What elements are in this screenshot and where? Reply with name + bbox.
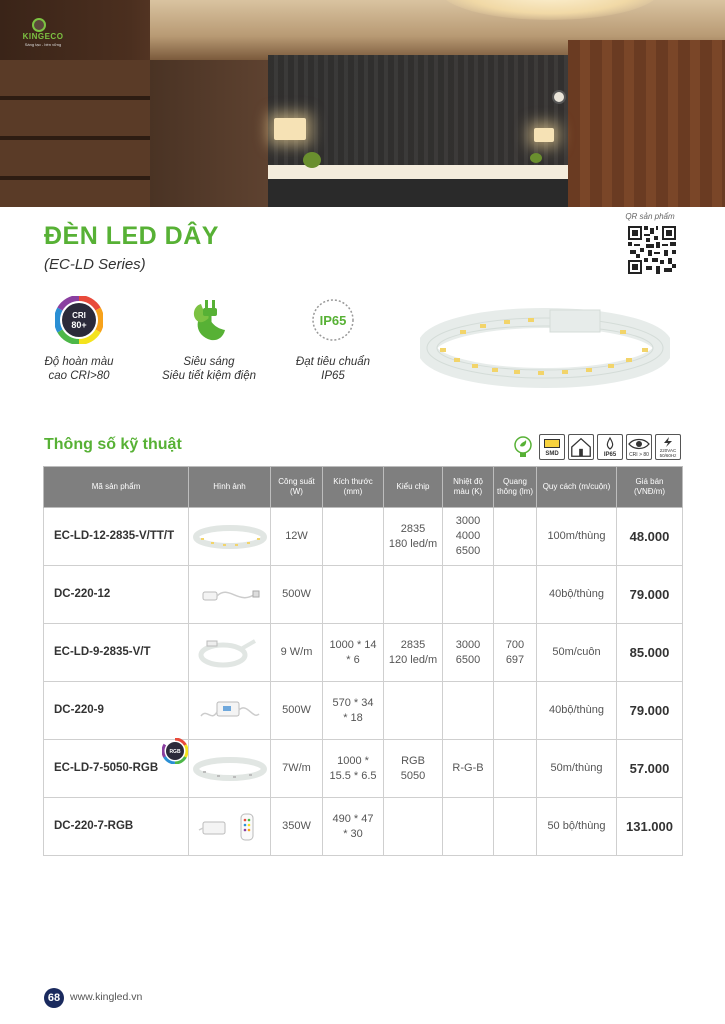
- size: 570 * 34 * 18: [323, 682, 384, 740]
- table-header-row: [44, 467, 683, 508]
- table-row: [44, 740, 683, 798]
- product-code: EC-LD-12-2835-V/TT/T: [44, 508, 189, 566]
- ip65-small-icon: [597, 434, 623, 460]
- col-header-code: Mã sản phẩm: [44, 467, 189, 508]
- color-temp: 3000 6500: [443, 624, 494, 682]
- feature-cri-line1: Độ hoàn màu: [44, 356, 114, 368]
- indoor-icon: [568, 434, 594, 460]
- spec-title: Thông số kỹ thuật: [44, 436, 182, 453]
- packing: 40bộ/thùng: [537, 682, 617, 740]
- driver-box-image: [189, 682, 271, 740]
- lumen: 700 697: [494, 624, 537, 682]
- packing: 100m/thùng: [537, 508, 617, 566]
- feature-eco-line2: Siêu tiết kiệm điện: [162, 370, 256, 382]
- cri-badge-label: CRI: [72, 311, 86, 320]
- feature-ip65-line2: IP65: [321, 370, 345, 382]
- power: 12W: [271, 508, 323, 566]
- col-header-cct: Nhiệt độ màu (K): [443, 467, 494, 508]
- size: [323, 566, 384, 624]
- feature-eco: [144, 296, 274, 383]
- website-link[interactable]: www.kingled.vn: [70, 991, 143, 1003]
- chip: 2835 120 led/m: [384, 624, 443, 682]
- col-header-price: Giá bán (VNĐ/m): [617, 467, 683, 508]
- price: 131.000: [617, 798, 683, 856]
- led-strip-image: [189, 508, 271, 566]
- color-temp: R-G-B: [443, 740, 494, 798]
- price: 79.000: [617, 566, 683, 624]
- feature-ip65-line1: Đạt tiêu chuẩn: [295, 356, 371, 368]
- size: [323, 508, 384, 566]
- cri-icon: [55, 296, 103, 344]
- packing: 50m/cuôn: [537, 624, 617, 682]
- col-header-lumen: Quang thông (lm): [494, 467, 537, 508]
- chip: 2835 180 led/m: [384, 508, 443, 566]
- price: 79.000: [617, 682, 683, 740]
- lumen: [494, 798, 537, 856]
- packing: 50m/thùng: [537, 740, 617, 798]
- table-row: [44, 682, 683, 740]
- series-subtitle: (EC-LD Series): [44, 256, 146, 273]
- price: 85.000: [617, 624, 683, 682]
- size: 1000 * 15.5 * 6.5: [323, 740, 384, 798]
- feature-eco-line1: Siêu sáng: [183, 356, 235, 368]
- product-code: EC-LD-9-2835-V/T: [44, 624, 189, 682]
- page-number: 68: [44, 988, 64, 1008]
- lumen: [494, 740, 537, 798]
- product-code: DC-220-7-RGB: [44, 798, 189, 856]
- power: 9 W/m: [271, 624, 323, 682]
- table-row: [44, 798, 683, 856]
- led-strip-image: [189, 624, 271, 682]
- qr-label: QR sản phẩm: [625, 212, 675, 221]
- feature-ip65: [268, 296, 398, 383]
- col-header-size: Kích thước (mm): [323, 467, 384, 508]
- color-temp: [443, 682, 494, 740]
- power: 500W: [271, 682, 323, 740]
- qr-code-icon[interactable]: [628, 226, 676, 274]
- col-header-pack: Quy cách (m/cuộn): [537, 467, 617, 508]
- eco-plug-icon: [185, 296, 233, 344]
- size: 1000 * 14 * 6: [323, 624, 384, 682]
- page-title: ĐÈN LED DÂY: [44, 222, 219, 250]
- color-temp: [443, 566, 494, 624]
- packing: 50 bộ/thùng: [537, 798, 617, 856]
- size: 490 * 47 * 30: [323, 798, 384, 856]
- spec-icon-row: [510, 434, 681, 462]
- voltage-icon: [655, 434, 681, 460]
- chip: [384, 566, 443, 624]
- cri-eye-icon: [626, 434, 652, 460]
- brand-tagline: Sáng tạo - bền vững: [24, 42, 62, 47]
- smd-label: SMD: [545, 451, 559, 457]
- col-header-image: Hình ảnh: [189, 467, 271, 508]
- ip65-badge-label: IP65: [319, 313, 347, 328]
- table-row: [44, 624, 683, 682]
- cri-eye-label: CRI > 80: [629, 452, 649, 458]
- chip: RGB 5050: [384, 740, 443, 798]
- power: 500W: [271, 566, 323, 624]
- bulb-eco-icon: [510, 434, 536, 460]
- logo-bulb-icon: [32, 18, 46, 32]
- spec-table: [43, 466, 683, 856]
- col-header-chip: Kiểu chip: [384, 467, 443, 508]
- packing: 40bộ/thùng: [537, 566, 617, 624]
- price: 48.000: [617, 508, 683, 566]
- brand-name: KINGECO: [22, 32, 64, 41]
- ip65-icon: [309, 296, 357, 344]
- table-row: [44, 566, 683, 624]
- power: 7W/m: [271, 740, 323, 798]
- color-temp: [443, 798, 494, 856]
- smd-icon: [539, 434, 565, 460]
- feature-cri: [14, 296, 144, 383]
- rgb-controller-image: [189, 798, 271, 856]
- led-strip-product-image: [420, 300, 670, 390]
- color-temp: 3000 4000 6500: [443, 508, 494, 566]
- product-code: DC-220-9: [44, 682, 189, 740]
- rgb-strip-image: [169, 740, 271, 798]
- brand-logo: [8, 18, 78, 48]
- chip: [384, 798, 443, 856]
- lumen: [494, 508, 537, 566]
- price: 57.000: [617, 740, 683, 798]
- table-row: [44, 508, 683, 566]
- ip65-small-label: IP65: [603, 452, 617, 458]
- lumen: [494, 566, 537, 624]
- lumen: [494, 682, 537, 740]
- product-code: DC-220-12: [44, 566, 189, 624]
- product-code: EC-LD-7-5050-RGB: [44, 740, 189, 798]
- cri-badge-value: 80+: [71, 320, 87, 330]
- rgb-badge-icon: [162, 738, 188, 764]
- feature-cri-line2: cao CRI>80: [48, 370, 110, 382]
- power: 350W: [271, 798, 323, 856]
- driver-cable-image: [189, 566, 271, 624]
- hero-image: [0, 0, 725, 207]
- rgb-badge-label: RGB: [169, 749, 181, 755]
- col-header-power: Công suất (W): [271, 467, 323, 508]
- chip: [384, 682, 443, 740]
- voltage-label: 220VAC 50/60Hz: [659, 448, 677, 458]
